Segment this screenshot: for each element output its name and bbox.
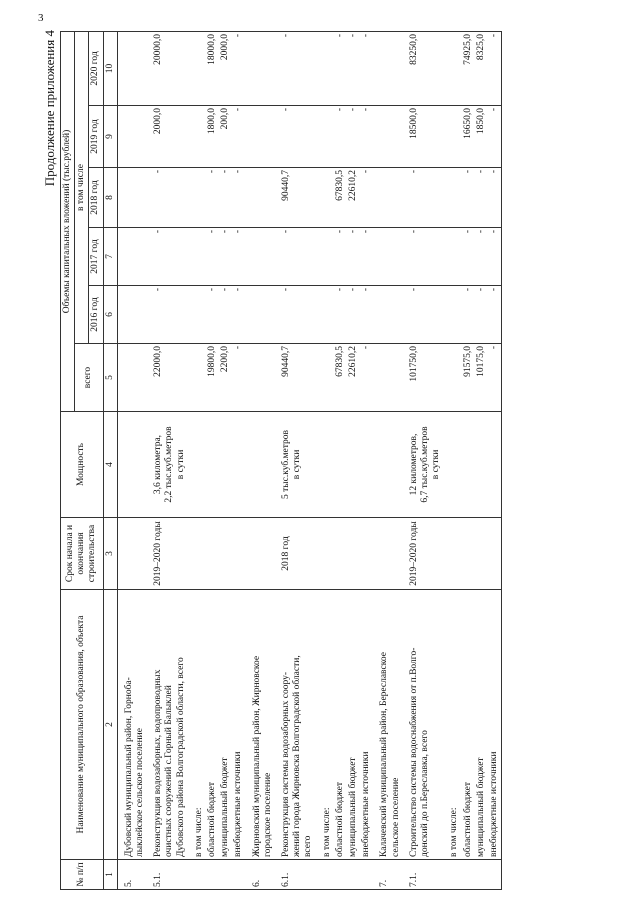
row-value-1: 22000,0 xyxy=(147,344,188,412)
row-name-line: Жирновский муниципальный район, Жирновское xyxy=(251,655,262,857)
row-value-2: - xyxy=(462,286,475,344)
column-number-8: 8 xyxy=(103,168,117,228)
row-number: 5.1. xyxy=(147,860,188,890)
row-name-line: Дубовского района Волгоградской области, всего xyxy=(175,657,186,857)
row-value-2: - xyxy=(475,286,488,344)
column-number-3: 3 xyxy=(103,518,117,590)
row-value-3: - xyxy=(232,228,245,286)
row-value-4 xyxy=(246,168,275,228)
row-capacity xyxy=(475,412,488,518)
row-value-2 xyxy=(188,286,206,344)
row-name-line: Калачевский муниципальный район, Береславское xyxy=(379,652,390,857)
row-name xyxy=(246,590,275,860)
col-total-header: всего xyxy=(75,344,103,412)
row-value-2 xyxy=(316,286,334,344)
row-name xyxy=(219,590,232,860)
row-name xyxy=(275,590,316,860)
row-value-1 xyxy=(443,344,461,412)
row-value-6 xyxy=(443,31,461,105)
row-value-2: - xyxy=(347,286,360,344)
row-capacity-line: 5 тыс.куб.метров xyxy=(281,429,292,500)
row-name-line: сельское поселение xyxy=(390,777,401,857)
row-name-line: городское поселение xyxy=(262,772,273,857)
row-name-line: лыклейское сельское поселение xyxy=(135,728,146,857)
row-term xyxy=(373,518,402,590)
row-value-1 xyxy=(373,344,402,412)
table-row xyxy=(462,31,475,889)
row-value-5: 2000,0 xyxy=(147,106,188,168)
column-number-10: 10 xyxy=(103,31,117,105)
row-value-3: - xyxy=(462,228,475,286)
row-value-4 xyxy=(316,168,334,228)
row-value-5: 200,0 xyxy=(219,106,232,168)
row-capacity xyxy=(275,412,316,518)
row-value-6 xyxy=(373,31,402,105)
column-number-4: 4 xyxy=(103,412,117,518)
row-name xyxy=(488,590,502,860)
row-number xyxy=(475,860,488,890)
row-value-1: 67830,5 xyxy=(334,344,347,412)
row-capacity xyxy=(360,412,373,518)
row-term xyxy=(232,518,245,590)
row-value-5: 18500,0 xyxy=(403,106,444,168)
row-value-2 xyxy=(373,286,402,344)
row-value-5: 16650,0 xyxy=(462,106,475,168)
row-number xyxy=(232,860,245,890)
year-header-3: 2018 год xyxy=(89,168,103,228)
row-name xyxy=(403,590,444,860)
row-value-6: 74925,0 xyxy=(462,31,475,105)
row-name xyxy=(475,590,488,860)
row-capacity xyxy=(373,412,402,518)
row-value-3: - xyxy=(475,228,488,286)
table-row xyxy=(360,31,373,889)
row-name-line: всего xyxy=(303,835,314,857)
col-capacity-header: Мощность xyxy=(61,412,104,518)
continuation-heading: Продолжение приложения 4 xyxy=(42,30,57,187)
row-value-6: 20000,0 xyxy=(147,31,188,105)
row-value-2: - xyxy=(232,286,245,344)
row-value-3: - xyxy=(488,228,502,286)
row-number xyxy=(188,860,206,890)
row-value-4: - xyxy=(219,168,232,228)
rotated-page xyxy=(40,30,635,890)
row-value-2: - xyxy=(334,286,347,344)
row-term: 2018 год xyxy=(275,518,316,590)
column-number-1: 1 xyxy=(103,860,117,890)
row-name-line: областной бюджет xyxy=(207,781,218,857)
row-capacity-line: 3,6 километра, xyxy=(153,434,164,495)
row-capacity xyxy=(403,412,444,518)
row-value-6: 2000,0 xyxy=(219,31,232,105)
row-value-4: - xyxy=(206,168,219,228)
row-value-6: - xyxy=(334,31,347,105)
row-term xyxy=(347,518,360,590)
row-name-line: жений города Жирновска Волгоградской области, xyxy=(292,655,303,857)
row-number: 5. xyxy=(117,860,147,890)
row-name xyxy=(334,590,347,860)
row-term: 2019–2020 годы xyxy=(403,518,444,590)
row-value-2: - xyxy=(275,286,316,344)
table-row xyxy=(488,31,502,889)
row-value-2 xyxy=(246,286,275,344)
row-value-3 xyxy=(246,228,275,286)
table-row xyxy=(443,31,461,889)
row-capacity-line: 6,7 тыс.куб.метров xyxy=(420,426,431,503)
row-number: 6. xyxy=(246,860,275,890)
row-value-4 xyxy=(188,168,206,228)
col-incl-header: в том числе xyxy=(75,31,89,343)
row-value-5: - xyxy=(347,106,360,168)
row-value-4: - xyxy=(360,168,373,228)
table-row xyxy=(246,31,275,889)
row-value-6: 83250,0 xyxy=(403,31,444,105)
row-value-2 xyxy=(117,286,147,344)
table-row xyxy=(219,31,232,889)
row-term xyxy=(316,518,334,590)
row-value-4: 67830,5 xyxy=(334,168,347,228)
row-capacity-line: в сутки xyxy=(175,449,186,480)
column-number-6: 6 xyxy=(103,286,117,344)
row-capacity xyxy=(117,412,147,518)
row-value-1: 91575,0 xyxy=(462,344,475,412)
row-value-4 xyxy=(443,168,461,228)
row-name xyxy=(147,590,188,860)
row-term xyxy=(246,518,275,590)
row-term xyxy=(488,518,502,590)
table-row xyxy=(316,31,334,889)
row-name-line: муниципальный бюджет xyxy=(475,757,486,857)
row-value-6: - xyxy=(488,31,502,105)
col-term-header: Срок начала и окончания строительства xyxy=(61,518,104,590)
row-number xyxy=(219,860,232,890)
row-value-1 xyxy=(246,344,275,412)
row-name-line: Реконструкция системы водозаборных соору- xyxy=(281,671,292,857)
row-number xyxy=(347,860,360,890)
row-name-line: внебюджетные источники xyxy=(361,751,372,857)
table-body xyxy=(117,31,501,889)
row-number xyxy=(206,860,219,890)
row-name xyxy=(347,590,360,860)
row-name-line: областной бюджет xyxy=(334,781,345,857)
row-value-5: - xyxy=(360,106,373,168)
row-value-4: - xyxy=(147,168,188,228)
row-value-3: - xyxy=(334,228,347,286)
row-name-line: в том числе: xyxy=(321,807,332,857)
row-term: 2019–2020 годы xyxy=(147,518,188,590)
row-value-5: - xyxy=(488,106,502,168)
row-value-6: - xyxy=(347,31,360,105)
row-term xyxy=(117,518,147,590)
row-term xyxy=(219,518,232,590)
row-capacity xyxy=(316,412,334,518)
row-value-5 xyxy=(443,106,461,168)
row-value-6: - xyxy=(360,31,373,105)
row-value-6 xyxy=(188,31,206,105)
row-value-5: - xyxy=(275,106,316,168)
row-name xyxy=(373,590,402,860)
row-value-4: - xyxy=(475,168,488,228)
column-numbers-row xyxy=(103,31,117,889)
row-value-2: - xyxy=(360,286,373,344)
row-value-1: 10175,0 xyxy=(475,344,488,412)
row-value-6: 8325,0 xyxy=(475,31,488,105)
row-value-5 xyxy=(188,106,206,168)
row-value-4: - xyxy=(488,168,502,228)
row-number xyxy=(488,860,502,890)
table-row xyxy=(117,31,147,889)
row-term xyxy=(360,518,373,590)
table-row xyxy=(206,31,219,889)
table-row xyxy=(232,31,245,889)
year-header-2: 2017 год xyxy=(89,228,103,286)
row-name xyxy=(462,590,475,860)
row-value-3 xyxy=(316,228,334,286)
row-value-4: - xyxy=(232,168,245,228)
row-name-line: в том числе: xyxy=(449,807,460,857)
row-name-line: Строительство системы водоснабжения от п.Волго- xyxy=(408,647,419,857)
row-capacity-line: в сутки xyxy=(431,449,442,480)
row-capacity xyxy=(488,412,502,518)
table-row xyxy=(275,31,316,889)
row-name-line: муниципальный бюджет xyxy=(220,757,231,857)
column-number-2: 2 xyxy=(103,590,117,860)
row-number: 7.1. xyxy=(403,860,444,890)
row-name-line: донский до п.Береславка, всего xyxy=(420,730,431,857)
table-row xyxy=(188,31,206,889)
row-capacity xyxy=(147,412,188,518)
table-row xyxy=(475,31,488,889)
row-value-1: - xyxy=(488,344,502,412)
row-value-6 xyxy=(316,31,334,105)
row-capacity xyxy=(188,412,206,518)
row-capacity xyxy=(232,412,245,518)
row-value-6: - xyxy=(232,31,245,105)
row-value-4: 22610,2 xyxy=(347,168,360,228)
col-number-header: № п/п xyxy=(61,860,104,890)
row-value-2: - xyxy=(206,286,219,344)
row-number xyxy=(334,860,347,890)
row-value-2: - xyxy=(403,286,444,344)
row-name-line: в том числе: xyxy=(193,807,204,857)
row-value-3 xyxy=(443,228,461,286)
row-value-6: 18000,0 xyxy=(206,31,219,105)
row-name-line: Дубовский муниципальный район, Горноба- xyxy=(123,677,134,857)
column-number-7: 7 xyxy=(103,228,117,286)
row-value-1: - xyxy=(360,344,373,412)
row-value-5 xyxy=(316,106,334,168)
row-capacity xyxy=(443,412,461,518)
row-name xyxy=(316,590,334,860)
row-value-5 xyxy=(117,106,147,168)
row-number: 6.1. xyxy=(275,860,316,890)
row-value-1: 19800,0 xyxy=(206,344,219,412)
row-name xyxy=(232,590,245,860)
investment-table xyxy=(60,31,502,890)
row-term xyxy=(188,518,206,590)
row-value-1: 101750,0 xyxy=(403,344,444,412)
row-capacity xyxy=(206,412,219,518)
row-value-4 xyxy=(117,168,147,228)
row-value-5: 1850,0 xyxy=(475,106,488,168)
row-capacity-line: 12 километров, xyxy=(408,433,419,496)
row-value-2: - xyxy=(488,286,502,344)
row-value-5: 1800,0 xyxy=(206,106,219,168)
row-name-line: внебюджетные источники xyxy=(489,751,500,857)
row-capacity xyxy=(347,412,360,518)
row-capacity-line: в сутки xyxy=(292,449,303,480)
col-name-header: Наименование муниципального образования, объекта xyxy=(61,590,104,860)
column-number-5: 5 xyxy=(103,344,117,412)
table-header xyxy=(61,31,118,889)
row-value-3: - xyxy=(275,228,316,286)
row-value-5 xyxy=(373,106,402,168)
table-row xyxy=(347,31,360,889)
column-number-9: 9 xyxy=(103,106,117,168)
row-value-1 xyxy=(316,344,334,412)
row-value-1: - xyxy=(232,344,245,412)
row-term xyxy=(462,518,475,590)
row-value-3: - xyxy=(347,228,360,286)
row-name xyxy=(117,590,147,860)
row-value-6 xyxy=(117,31,147,105)
row-capacity xyxy=(219,412,232,518)
row-name-line: очистных сооружений с.Горный Балыклей xyxy=(164,685,175,857)
row-value-4 xyxy=(373,168,402,228)
row-value-1 xyxy=(188,344,206,412)
row-name-line: областной бюджет xyxy=(462,781,473,857)
row-value-1: 22610,2 xyxy=(347,344,360,412)
row-value-3 xyxy=(373,228,402,286)
row-value-3: - xyxy=(206,228,219,286)
row-value-5: - xyxy=(232,106,245,168)
row-value-1: 90440,7 xyxy=(275,344,316,412)
row-number xyxy=(462,860,475,890)
year-header-4: 2019 год xyxy=(89,106,103,168)
year-header-5: 2020 год xyxy=(89,31,103,105)
col-investments-header: Объемы капитальных вложений (тыс.рублей) xyxy=(61,31,75,411)
row-value-2: - xyxy=(147,286,188,344)
row-capacity-line: 2,2 тыс.куб.метров xyxy=(164,426,175,503)
row-term xyxy=(334,518,347,590)
table-row xyxy=(403,31,444,889)
row-name xyxy=(443,590,461,860)
row-value-5 xyxy=(246,106,275,168)
row-name xyxy=(188,590,206,860)
row-name-line: внебюджетные источники xyxy=(233,751,244,857)
row-value-1 xyxy=(117,344,147,412)
row-value-2 xyxy=(443,286,461,344)
row-term xyxy=(475,518,488,590)
page-number: 3 xyxy=(38,12,44,24)
row-number xyxy=(443,860,461,890)
row-name-line: Реконструкция водозаборных, водопроводных xyxy=(153,669,164,857)
row-value-2: - xyxy=(219,286,232,344)
row-name xyxy=(206,590,219,860)
row-value-5: - xyxy=(334,106,347,168)
row-value-3: - xyxy=(219,228,232,286)
table-row xyxy=(373,31,402,889)
row-number xyxy=(360,860,373,890)
row-number xyxy=(316,860,334,890)
row-value-4: - xyxy=(462,168,475,228)
year-header-1: 2016 год xyxy=(89,286,103,344)
row-value-3: - xyxy=(403,228,444,286)
table-row xyxy=(334,31,347,889)
row-value-3 xyxy=(117,228,147,286)
row-number: 7. xyxy=(373,860,402,890)
row-term xyxy=(206,518,219,590)
table-row xyxy=(147,31,188,889)
row-capacity xyxy=(462,412,475,518)
row-value-3: - xyxy=(147,228,188,286)
row-capacity xyxy=(334,412,347,518)
row-value-6 xyxy=(246,31,275,105)
row-value-3 xyxy=(188,228,206,286)
row-name-line: муниципальный бюджет xyxy=(348,757,359,857)
row-name xyxy=(360,590,373,860)
row-value-6: - xyxy=(275,31,316,105)
row-value-4: 90440,7 xyxy=(275,168,316,228)
row-value-3: - xyxy=(360,228,373,286)
row-value-4: - xyxy=(403,168,444,228)
row-term xyxy=(443,518,461,590)
row-value-1: 2200,0 xyxy=(219,344,232,412)
row-capacity xyxy=(246,412,275,518)
